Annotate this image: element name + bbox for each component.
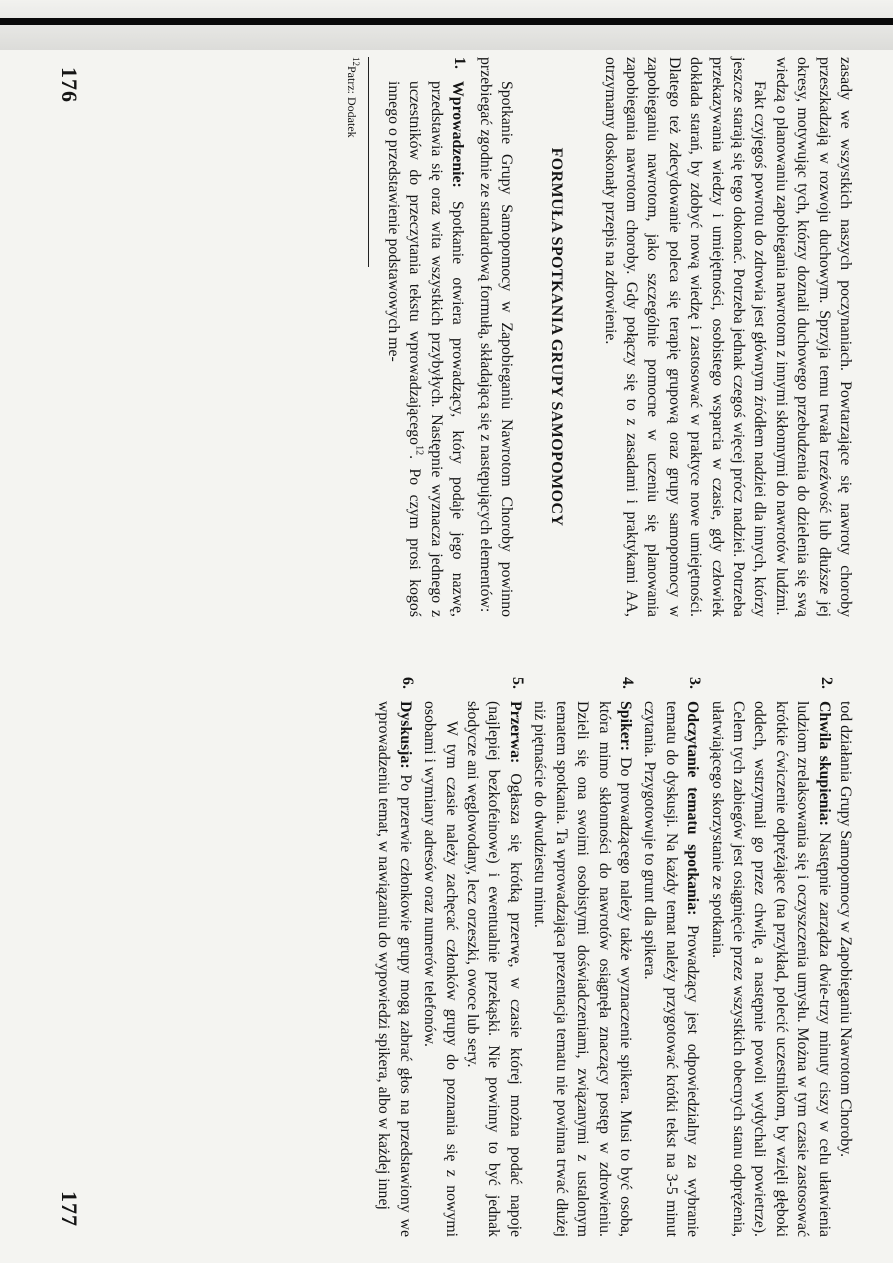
- item-number: 1.: [451, 57, 469, 69]
- page-number: 177: [57, 1191, 82, 1227]
- list-item-5: [419, 677, 526, 1237]
- item-head: Wprowadzenie:: [449, 81, 467, 188]
- intro-paragraph-1: zasady we wszystkich naszych poczynaniach. Powtarzające się nawroty choroby przeszkadzają w rozwoju duchowym. Sprzyja temu trwała trzeźwość lub dłuższe jej okresy, motywując tych, którzy doznali duchowego przebudzenia do dzielenia się swą wiedzą o planowaniu zapobiegania nawrotom z innymi skłonnymi do nawrotów ludźmi.: [772, 57, 854, 617]
- item-body: Po przerwie członkowie grupy mogą zabrać głos na przedstawiony we wprowadzeniu temat, w nawiązaniu do wypowiedzi spikera, albo w każdej innej: [375, 701, 414, 1237]
- footnote-ref: 12: [413, 445, 425, 456]
- item-head: Przerwa:: [506, 701, 524, 764]
- item-number: 3.: [686, 677, 704, 689]
- list-item-2: [706, 677, 834, 1237]
- item-number: 4.: [618, 677, 636, 689]
- item-number: 2.: [817, 677, 835, 689]
- item-body-cont: . Po czym prosi kogoś innego o przedstawienie podstawowych me-: [385, 81, 424, 617]
- item-body: Prowadzący jest odpowiedzialny za wybranie tematu do dyskusji. Na każdy temat należy przygotować krótki tekst na 3-5 minut czytania. Przygotowuje to grunt dla spikera.: [641, 701, 702, 1237]
- item-text: [529, 701, 636, 1237]
- item-number: 6.: [398, 677, 416, 689]
- footnote-mark: 12: [350, 57, 361, 66]
- item-body: Ogłasza się krótką przerwę, w czasie której można podać napoje (najlepiej bezkofeinowe) i ewentualnie przekąski. Nie powinny to być jednak słodycze ani węglowodany, lecz orzeszki, owoce lub sery.: [464, 701, 524, 1237]
- page-177: [56, 677, 856, 1237]
- item-text: [373, 701, 416, 1237]
- item-body: Do prowadzącego należy także wyznaczenie spikera. Musi to być osoba, która mimo skłonności do nawrotów osiągnęła znaczący postęp w zdrowieniu. Dzieli się ona swoimi osobistymi doświadczeniami, związanymi z ustalonym tematem spotkania. Ta wprowadzająca prezentacja tematu nie powinna trwać dłużej niż piętnaście do dwudziestu minut.: [531, 701, 634, 1237]
- item-text-2: W tym czasie należy zachęcać członków grupy do poznania się z nowymi osobami i wymiany adresów oraz numerów telefonów.: [421, 701, 460, 1237]
- item-head: Spiker:: [616, 701, 634, 752]
- section-intro: Spotkanie Grupy Samopomocy w Zapobieganiu Nawrotom Choroby powinno przebiegać zgodnie ze standardową formułą, składającą się z następujących elementów:: [476, 57, 516, 617]
- footnote-text: Patrz: Dodatek: [344, 66, 359, 138]
- item-text: [383, 81, 469, 617]
- item-body: Następnie zarządza dwie-trzy minuty ciszy w celu ułatwienia ludziom zrelaksowania się i oczyszczenia umysłu. Można w tym czasie zastosować krótkie ćwiczenie odprężające (na przykład, polecić uczestnikom, by wzięli głęboki oddech, wstrzymali go przez chwilę, a następnie powoli wydychali powietrze). Celem tych zabiegów jest osiągnięcie przez wszystkich obecnych stanu odprężenia, ułatwiającego skorzystanie ze spotkania.: [708, 701, 833, 1238]
- item-text: [462, 701, 526, 1237]
- list-item-6: [373, 677, 416, 1237]
- item-text: [639, 701, 703, 1237]
- item-head: Odczytanie tematu spotkania:: [684, 701, 702, 916]
- item-number: 5.: [508, 677, 526, 689]
- page-176: [56, 57, 856, 617]
- page-number: 176: [57, 67, 82, 103]
- book-spread: [26, 17, 866, 1247]
- list-item-4: [529, 677, 636, 1237]
- list-item-1: [383, 57, 469, 617]
- intro-paragraph-2: Fakt czyjegoś powrotu do zdrowia jest głównym źródłem nadziei dla innych, którzy jeszcze starają się tego dokonać. Potrzeba jednak czegoś więcej prócz nadziei. Potrzeba przekazywania wiedzy i umiejętności, osobistego wsparcia w czasie, gdy człowiek dokłada starań, by zdobyć nową wiedzę i zastosować w praktyce nowe umiejętności. Dlatego też zdecydowanie poleca się terapię grupową oraz grupy samopomocy w zapobieganiu nawrotom, jako szczególnie pomocne w uczeniu się planowania zapobiegania nawrotom choroby. Gdy połączy się to z zasadami i praktykami AA, otrzymamy doskonały przepis na zdrowienie.: [601, 57, 769, 617]
- item-head: Chwila skupienia:: [815, 701, 833, 826]
- item-text: [706, 701, 834, 1237]
- item-body: Spotkanie otwiera prowadzący, który podaje jego nazwę, przedstawia się oraz wita wszystkich przybyłych. Następnie wyznacza jednego z uczestników do przeczytania tekstu wprowadzającego: [406, 81, 467, 617]
- continued-text: tod działania Grupy Samopomocy w Zapobieganiu Nawrotom Choroby.: [837, 701, 854, 1158]
- section-heading: FORMUŁA SPOTKANIA GRUPY SAMOPOMOCY: [548, 147, 566, 527]
- item-head: Dyskusja:: [396, 701, 414, 769]
- list-item-3: [639, 677, 703, 1237]
- footnote-rule: [368, 57, 369, 267]
- footnote: [340, 57, 361, 617]
